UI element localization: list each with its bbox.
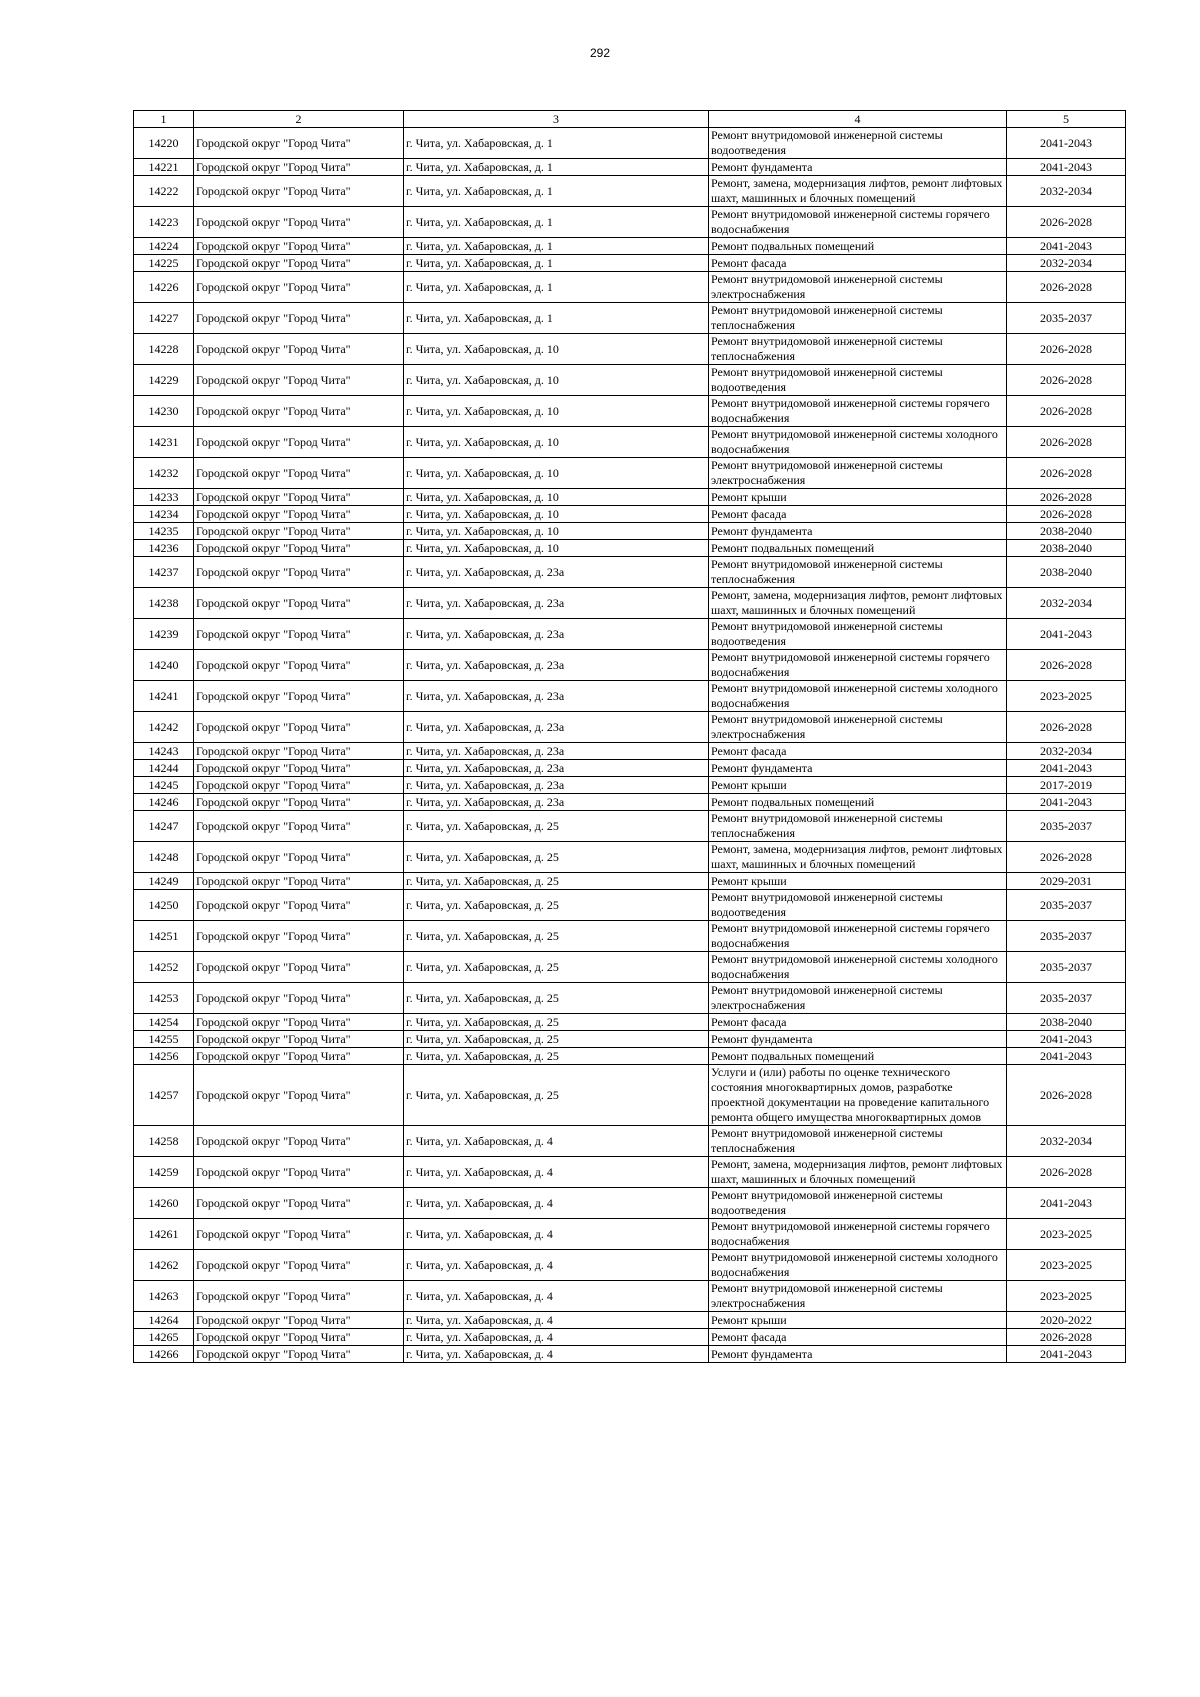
- table-row: [134, 842, 1126, 873]
- municipality-cell: Городской округ "Город Чита": [194, 873, 404, 890]
- row-number-cell: 14247: [134, 811, 194, 842]
- row-number-cell: 14221: [134, 159, 194, 176]
- row-number-cell: 14238: [134, 588, 194, 619]
- work-type-cell: Ремонт внутридомовой инженерной системы холодного водоснабжения: [709, 952, 1007, 983]
- table-row: [134, 489, 1126, 506]
- municipality-cell: Городской округ "Город Чита": [194, 540, 404, 557]
- work-type-cell: Ремонт внутридомовой инженерной системы теплоснабжения: [709, 811, 1007, 842]
- work-type-cell: Ремонт внутридомовой инженерной системы электроснабжения: [709, 712, 1007, 743]
- work-type-cell: Ремонт, замена, модернизация лифтов, ремонт лифтовых шахт, машинных и блочных помещений: [709, 588, 1007, 619]
- work-type-cell: Ремонт фундамента: [709, 1346, 1007, 1363]
- address-cell: г. Чита, ул. Хабаровская, д. 25: [404, 921, 709, 952]
- municipality-cell: Городской округ "Город Чита": [194, 712, 404, 743]
- municipality-cell: Городской округ "Город Чита": [194, 303, 404, 334]
- table-row: [134, 523, 1126, 540]
- address-cell: г. Чита, ул. Хабаровская, д. 23а: [404, 777, 709, 794]
- period-cell: 2023-2025: [1007, 681, 1126, 712]
- period-cell: 2041-2043: [1007, 1031, 1126, 1048]
- work-type-cell: Ремонт внутридомовой инженерной системы горячего водоснабжения: [709, 1219, 1007, 1250]
- row-number-cell: 14257: [134, 1065, 194, 1126]
- municipality-cell: Городской округ "Город Чита": [194, 1188, 404, 1219]
- address-cell: г. Чита, ул. Хабаровская, д. 1: [404, 255, 709, 272]
- period-cell: 2026-2028: [1007, 458, 1126, 489]
- table-row: [134, 890, 1126, 921]
- table-row: [134, 743, 1126, 760]
- address-cell: г. Чита, ул. Хабаровская, д. 10: [404, 458, 709, 489]
- row-number-cell: 14250: [134, 890, 194, 921]
- address-cell: г. Чита, ул. Хабаровская, д. 1: [404, 238, 709, 255]
- address-cell: г. Чита, ул. Хабаровская, д. 4: [404, 1188, 709, 1219]
- period-cell: 2041-2043: [1007, 760, 1126, 777]
- row-number-cell: 14228: [134, 334, 194, 365]
- work-type-cell: Услуги и (или) работы по оценке технического состояния многоквартирных домов, разработке проектной документации на проведение капитального ремонта общего имущества многоквартирных домов: [709, 1065, 1007, 1126]
- work-type-cell: Ремонт фасада: [709, 1329, 1007, 1346]
- table-row: [134, 303, 1126, 334]
- work-type-cell: Ремонт, замена, модернизация лифтов, ремонт лифтовых шахт, машинных и блочных помещений: [709, 176, 1007, 207]
- municipality-cell: Городской округ "Город Чита": [194, 1031, 404, 1048]
- period-cell: 2026-2028: [1007, 207, 1126, 238]
- address-cell: г. Чита, ул. Хабаровская, д. 10: [404, 489, 709, 506]
- row-number-cell: 14225: [134, 255, 194, 272]
- address-cell: г. Чита, ул. Хабаровская, д. 4: [404, 1126, 709, 1157]
- row-number-cell: 14231: [134, 427, 194, 458]
- address-cell: г. Чита, ул. Хабаровская, д. 10: [404, 334, 709, 365]
- work-type-cell: Ремонт фасада: [709, 743, 1007, 760]
- table-row: [134, 952, 1126, 983]
- period-cell: 2038-2040: [1007, 540, 1126, 557]
- row-number-cell: 14245: [134, 777, 194, 794]
- work-type-cell: Ремонт внутридомовой инженерной системы водоотведения: [709, 365, 1007, 396]
- municipality-cell: Городской округ "Город Чита": [194, 650, 404, 681]
- address-cell: г. Чита, ул. Хабаровская, д. 1: [404, 207, 709, 238]
- address-cell: г. Чита, ул. Хабаровская, д. 4: [404, 1157, 709, 1188]
- row-number-cell: 14244: [134, 760, 194, 777]
- row-number-cell: 14258: [134, 1126, 194, 1157]
- table-row: [134, 255, 1126, 272]
- row-number-cell: 14246: [134, 794, 194, 811]
- period-cell: 2026-2028: [1007, 506, 1126, 523]
- table-row: [134, 794, 1126, 811]
- repair-schedule-table: [133, 110, 1126, 1363]
- period-cell: 2029-2031: [1007, 873, 1126, 890]
- table-row: [134, 207, 1126, 238]
- work-type-cell: Ремонт фундамента: [709, 523, 1007, 540]
- period-cell: 2035-2037: [1007, 811, 1126, 842]
- period-cell: 2041-2043: [1007, 238, 1126, 255]
- table-header-row: [134, 111, 1126, 128]
- work-type-cell: Ремонт подвальных помещений: [709, 238, 1007, 255]
- municipality-cell: Городской округ "Город Чита": [194, 1346, 404, 1363]
- table-row: [134, 176, 1126, 207]
- period-cell: 2035-2037: [1007, 983, 1126, 1014]
- work-type-cell: Ремонт внутридомовой инженерной системы водоотведения: [709, 619, 1007, 650]
- work-type-cell: Ремонт подвальных помещений: [709, 540, 1007, 557]
- period-cell: 2035-2037: [1007, 303, 1126, 334]
- municipality-cell: Городской округ "Город Чита": [194, 128, 404, 159]
- table-row: [134, 1126, 1126, 1157]
- column-header: 4: [709, 111, 1007, 128]
- period-cell: 2041-2043: [1007, 1188, 1126, 1219]
- row-number-cell: 14249: [134, 873, 194, 890]
- period-cell: 2026-2028: [1007, 1157, 1126, 1188]
- period-cell: 2026-2028: [1007, 334, 1126, 365]
- address-cell: г. Чита, ул. Хабаровская, д. 4: [404, 1346, 709, 1363]
- period-cell: 2026-2028: [1007, 1329, 1126, 1346]
- municipality-cell: Городской округ "Город Чита": [194, 427, 404, 458]
- row-number-cell: 14224: [134, 238, 194, 255]
- work-type-cell: Ремонт внутридомовой инженерной системы водоотведения: [709, 1188, 1007, 1219]
- address-cell: г. Чита, ул. Хабаровская, д. 25: [404, 983, 709, 1014]
- municipality-cell: Городской округ "Город Чита": [194, 1329, 404, 1346]
- work-type-cell: Ремонт фундамента: [709, 159, 1007, 176]
- work-type-cell: Ремонт крыши: [709, 1312, 1007, 1329]
- table-row: [134, 1048, 1126, 1065]
- table-row: [134, 983, 1126, 1014]
- row-number-cell: 14251: [134, 921, 194, 952]
- municipality-cell: Городской округ "Город Чита": [194, 255, 404, 272]
- row-number-cell: 14227: [134, 303, 194, 334]
- municipality-cell: Городской округ "Город Чита": [194, 458, 404, 489]
- row-number-cell: 14235: [134, 523, 194, 540]
- row-number-cell: 14253: [134, 983, 194, 1014]
- work-type-cell: Ремонт фасада: [709, 1014, 1007, 1031]
- period-cell: 2035-2037: [1007, 952, 1126, 983]
- municipality-cell: Городской округ "Город Чита": [194, 159, 404, 176]
- period-cell: 2026-2028: [1007, 272, 1126, 303]
- address-cell: г. Чита, ул. Хабаровская, д. 23а: [404, 760, 709, 777]
- work-type-cell: Ремонт внутридомовой инженерной системы теплоснабжения: [709, 557, 1007, 588]
- work-type-cell: Ремонт внутридомовой инженерной системы электроснабжения: [709, 1281, 1007, 1312]
- address-cell: г. Чита, ул. Хабаровская, д. 10: [404, 523, 709, 540]
- address-cell: г. Чита, ул. Хабаровская, д. 10: [404, 506, 709, 523]
- work-type-cell: Ремонт внутридомовой инженерной системы водоотведения: [709, 128, 1007, 159]
- work-type-cell: Ремонт внутридомовой инженерной системы холодного водоснабжения: [709, 1250, 1007, 1281]
- municipality-cell: Городской округ "Город Чита": [194, 777, 404, 794]
- work-type-cell: Ремонт крыши: [709, 873, 1007, 890]
- address-cell: г. Чита, ул. Хабаровская, д. 25: [404, 1014, 709, 1031]
- row-number-cell: 14240: [134, 650, 194, 681]
- period-cell: 2026-2028: [1007, 427, 1126, 458]
- row-number-cell: 14255: [134, 1031, 194, 1048]
- table-row: [134, 811, 1126, 842]
- municipality-cell: Городской округ "Город Чита": [194, 842, 404, 873]
- address-cell: г. Чита, ул. Хабаровская, д. 1: [404, 128, 709, 159]
- address-cell: г. Чита, ул. Хабаровская, д. 23а: [404, 650, 709, 681]
- period-cell: 2026-2028: [1007, 365, 1126, 396]
- period-cell: 2041-2043: [1007, 159, 1126, 176]
- table-row: [134, 588, 1126, 619]
- address-cell: г. Чита, ул. Хабаровская, д. 25: [404, 890, 709, 921]
- address-cell: г. Чита, ул. Хабаровская, д. 23а: [404, 712, 709, 743]
- period-cell: 2032-2034: [1007, 743, 1126, 760]
- municipality-cell: Городской округ "Город Чита": [194, 207, 404, 238]
- row-number-cell: 14256: [134, 1048, 194, 1065]
- table-row: [134, 427, 1126, 458]
- table-row: [134, 159, 1126, 176]
- work-type-cell: Ремонт фундамента: [709, 760, 1007, 777]
- work-type-cell: Ремонт внутридомовой инженерной системы горячего водоснабжения: [709, 650, 1007, 681]
- work-type-cell: Ремонт внутридомовой инженерной системы электроснабжения: [709, 458, 1007, 489]
- address-cell: г. Чита, ул. Хабаровская, д. 25: [404, 952, 709, 983]
- table-row: [134, 650, 1126, 681]
- municipality-cell: Городской округ "Город Чита": [194, 921, 404, 952]
- table-row: [134, 921, 1126, 952]
- row-number-cell: 14239: [134, 619, 194, 650]
- address-cell: г. Чита, ул. Хабаровская, д. 25: [404, 1065, 709, 1126]
- municipality-cell: Городской округ "Город Чита": [194, 952, 404, 983]
- period-cell: 2041-2043: [1007, 1346, 1126, 1363]
- municipality-cell: Городской округ "Город Чита": [194, 489, 404, 506]
- table-row: [134, 272, 1126, 303]
- address-cell: г. Чита, ул. Хабаровская, д. 1: [404, 159, 709, 176]
- period-cell: 2035-2037: [1007, 890, 1126, 921]
- address-cell: г. Чита, ул. Хабаровская, д. 23а: [404, 794, 709, 811]
- municipality-cell: Городской округ "Город Чита": [194, 983, 404, 1014]
- row-number-cell: 14264: [134, 1312, 194, 1329]
- municipality-cell: Городской округ "Город Чита": [194, 523, 404, 540]
- municipality-cell: Городской округ "Город Чита": [194, 619, 404, 650]
- period-cell: 2023-2025: [1007, 1250, 1126, 1281]
- row-number-cell: 14248: [134, 842, 194, 873]
- municipality-cell: Городской округ "Город Чита": [194, 1250, 404, 1281]
- municipality-cell: Городской округ "Город Чита": [194, 588, 404, 619]
- table-row: [134, 1281, 1126, 1312]
- row-number-cell: 14234: [134, 506, 194, 523]
- municipality-cell: Городской округ "Город Чита": [194, 1281, 404, 1312]
- period-cell: 2038-2040: [1007, 1014, 1126, 1031]
- row-number-cell: 14266: [134, 1346, 194, 1363]
- municipality-cell: Городской округ "Город Чита": [194, 557, 404, 588]
- address-cell: г. Чита, ул. Хабаровская, д. 23а: [404, 619, 709, 650]
- row-number-cell: 14262: [134, 1250, 194, 1281]
- row-number-cell: 14236: [134, 540, 194, 557]
- table-row: [134, 619, 1126, 650]
- municipality-cell: Городской округ "Город Чита": [194, 272, 404, 303]
- period-cell: 2041-2043: [1007, 794, 1126, 811]
- municipality-cell: Городской округ "Город Чита": [194, 1048, 404, 1065]
- row-number-cell: 14254: [134, 1014, 194, 1031]
- municipality-cell: Городской округ "Город Чита": [194, 794, 404, 811]
- row-number-cell: 14265: [134, 1329, 194, 1346]
- table-row: [134, 540, 1126, 557]
- row-number-cell: 14222: [134, 176, 194, 207]
- table-row: [134, 1312, 1126, 1329]
- period-cell: 2017-2019: [1007, 777, 1126, 794]
- row-number-cell: 14242: [134, 712, 194, 743]
- row-number-cell: 14260: [134, 1188, 194, 1219]
- table-row: [134, 1188, 1126, 1219]
- table-row: [134, 681, 1126, 712]
- work-type-cell: Ремонт, замена, модернизация лифтов, ремонт лифтовых шахт, машинных и блочных помещений: [709, 842, 1007, 873]
- address-cell: г. Чита, ул. Хабаровская, д. 25: [404, 1048, 709, 1065]
- work-type-cell: Ремонт внутридомовой инженерной системы горячего водоснабжения: [709, 207, 1007, 238]
- table-row: [134, 128, 1126, 159]
- table-row: [134, 1014, 1126, 1031]
- municipality-cell: Городской округ "Город Чита": [194, 743, 404, 760]
- work-type-cell: Ремонт внутридомовой инженерной системы холодного водоснабжения: [709, 427, 1007, 458]
- municipality-cell: Городской округ "Город Чита": [194, 176, 404, 207]
- table-row: [134, 712, 1126, 743]
- municipality-cell: Городской округ "Город Чита": [194, 1065, 404, 1126]
- table-row: [134, 458, 1126, 489]
- municipality-cell: Городской округ "Город Чита": [194, 890, 404, 921]
- address-cell: г. Чита, ул. Хабаровская, д. 25: [404, 842, 709, 873]
- column-header: 5: [1007, 111, 1126, 128]
- period-cell: 2038-2040: [1007, 557, 1126, 588]
- municipality-cell: Городской округ "Город Чита": [194, 1014, 404, 1031]
- work-type-cell: Ремонт фасада: [709, 255, 1007, 272]
- table-row: [134, 334, 1126, 365]
- municipality-cell: Городской округ "Город Чита": [194, 1126, 404, 1157]
- period-cell: 2026-2028: [1007, 489, 1126, 506]
- table-row: [134, 1250, 1126, 1281]
- address-cell: г. Чита, ул. Хабаровская, д. 25: [404, 811, 709, 842]
- address-cell: г. Чита, ул. Хабаровская, д. 23а: [404, 681, 709, 712]
- address-cell: г. Чита, ул. Хабаровская, д. 23а: [404, 588, 709, 619]
- work-type-cell: Ремонт фундамента: [709, 1031, 1007, 1048]
- work-type-cell: Ремонт внутридомовой инженерной системы водоотведения: [709, 890, 1007, 921]
- period-cell: 2026-2028: [1007, 396, 1126, 427]
- period-cell: 2023-2025: [1007, 1281, 1126, 1312]
- row-number-cell: 14259: [134, 1157, 194, 1188]
- page-number: 292: [589, 46, 611, 60]
- period-cell: 2041-2043: [1007, 1048, 1126, 1065]
- address-cell: г. Чита, ул. Хабаровская, д. 4: [404, 1312, 709, 1329]
- table-row: [134, 365, 1126, 396]
- address-cell: г. Чита, ул. Хабаровская, д. 10: [404, 540, 709, 557]
- address-cell: г. Чита, ул. Хабаровская, д. 4: [404, 1329, 709, 1346]
- address-cell: г. Чита, ул. Хабаровская, д. 10: [404, 396, 709, 427]
- period-cell: 2032-2034: [1007, 176, 1126, 207]
- work-type-cell: Ремонт внутридомовой инженерной системы холодного водоснабжения: [709, 681, 1007, 712]
- row-number-cell: 14252: [134, 952, 194, 983]
- period-cell: 2038-2040: [1007, 523, 1126, 540]
- period-cell: 2020-2022: [1007, 1312, 1126, 1329]
- table-row: [134, 557, 1126, 588]
- municipality-cell: Городской округ "Город Чита": [194, 365, 404, 396]
- work-type-cell: Ремонт подвальных помещений: [709, 794, 1007, 811]
- address-cell: г. Чита, ул. Хабаровская, д. 1: [404, 272, 709, 303]
- work-type-cell: Ремонт внутридомовой инженерной системы теплоснабжения: [709, 303, 1007, 334]
- period-cell: 2026-2028: [1007, 1065, 1126, 1126]
- row-number-cell: 14220: [134, 128, 194, 159]
- period-cell: 2041-2043: [1007, 128, 1126, 159]
- work-type-cell: Ремонт крыши: [709, 489, 1007, 506]
- address-cell: г. Чита, ул. Хабаровская, д. 4: [404, 1250, 709, 1281]
- row-number-cell: 14233: [134, 489, 194, 506]
- work-type-cell: Ремонт внутридомовой инженерной системы теплоснабжения: [709, 334, 1007, 365]
- row-number-cell: 14232: [134, 458, 194, 489]
- work-type-cell: Ремонт внутридомовой инженерной системы горячего водоснабжения: [709, 396, 1007, 427]
- address-cell: г. Чита, ул. Хабаровская, д. 4: [404, 1281, 709, 1312]
- period-cell: 2023-2025: [1007, 1219, 1126, 1250]
- period-cell: 2032-2034: [1007, 1126, 1126, 1157]
- municipality-cell: Городской округ "Город Чита": [194, 1157, 404, 1188]
- table-row: [134, 873, 1126, 890]
- work-type-cell: Ремонт, замена, модернизация лифтов, ремонт лифтовых шахт, машинных и блочных помещений: [709, 1157, 1007, 1188]
- column-header: 2: [194, 111, 404, 128]
- row-number-cell: 14241: [134, 681, 194, 712]
- address-cell: г. Чита, ул. Хабаровская, д. 23а: [404, 557, 709, 588]
- row-number-cell: 14230: [134, 396, 194, 427]
- row-number-cell: 14226: [134, 272, 194, 303]
- table-row: [134, 1031, 1126, 1048]
- work-type-cell: Ремонт фасада: [709, 506, 1007, 523]
- work-type-cell: Ремонт крыши: [709, 777, 1007, 794]
- table-row: [134, 396, 1126, 427]
- period-cell: 2026-2028: [1007, 650, 1126, 681]
- municipality-cell: Городской округ "Город Чита": [194, 334, 404, 365]
- table-row: [134, 1065, 1126, 1126]
- municipality-cell: Городской округ "Город Чита": [194, 1219, 404, 1250]
- work-type-cell: Ремонт подвальных помещений: [709, 1048, 1007, 1065]
- row-number-cell: 14237: [134, 557, 194, 588]
- table-row: [134, 1346, 1126, 1363]
- period-cell: 2026-2028: [1007, 842, 1126, 873]
- period-cell: 2026-2028: [1007, 712, 1126, 743]
- table-row: [134, 760, 1126, 777]
- municipality-cell: Городской округ "Город Чита": [194, 760, 404, 777]
- table-row: [134, 506, 1126, 523]
- row-number-cell: 14261: [134, 1219, 194, 1250]
- work-type-cell: Ремонт внутридомовой инженерной системы теплоснабжения: [709, 1126, 1007, 1157]
- table-row: [134, 1219, 1126, 1250]
- period-cell: 2032-2034: [1007, 255, 1126, 272]
- municipality-cell: Городской округ "Город Чита": [194, 1312, 404, 1329]
- row-number-cell: 14223: [134, 207, 194, 238]
- row-number-cell: 14263: [134, 1281, 194, 1312]
- column-header: 1: [134, 111, 194, 128]
- municipality-cell: Городской округ "Город Чита": [194, 811, 404, 842]
- address-cell: г. Чита, ул. Хабаровская, д. 4: [404, 1219, 709, 1250]
- column-header: 3: [404, 111, 709, 128]
- row-number-cell: 14243: [134, 743, 194, 760]
- work-type-cell: Ремонт внутридомовой инженерной системы электроснабжения: [709, 983, 1007, 1014]
- table-row: [134, 1157, 1126, 1188]
- period-cell: 2041-2043: [1007, 619, 1126, 650]
- table-row: [134, 238, 1126, 255]
- work-type-cell: Ремонт внутридомовой инженерной системы электроснабжения: [709, 272, 1007, 303]
- address-cell: г. Чита, ул. Хабаровская, д. 10: [404, 365, 709, 396]
- table-row: [134, 1329, 1126, 1346]
- row-number-cell: 14229: [134, 365, 194, 396]
- address-cell: г. Чита, ул. Хабаровская, д. 1: [404, 176, 709, 207]
- address-cell: г. Чита, ул. Хабаровская, д. 25: [404, 1031, 709, 1048]
- address-cell: г. Чита, ул. Хабаровская, д. 25: [404, 873, 709, 890]
- table-row: [134, 777, 1126, 794]
- address-cell: г. Чита, ул. Хабаровская, д. 10: [404, 427, 709, 458]
- municipality-cell: Городской округ "Город Чита": [194, 506, 404, 523]
- period-cell: 2035-2037: [1007, 921, 1126, 952]
- municipality-cell: Городской округ "Город Чита": [194, 681, 404, 712]
- address-cell: г. Чита, ул. Хабаровская, д. 1: [404, 303, 709, 334]
- municipality-cell: Городской округ "Город Чита": [194, 396, 404, 427]
- municipality-cell: Городской округ "Город Чита": [194, 238, 404, 255]
- address-cell: г. Чита, ул. Хабаровская, д. 23а: [404, 743, 709, 760]
- work-type-cell: Ремонт внутридомовой инженерной системы горячего водоснабжения: [709, 921, 1007, 952]
- period-cell: 2032-2034: [1007, 588, 1126, 619]
